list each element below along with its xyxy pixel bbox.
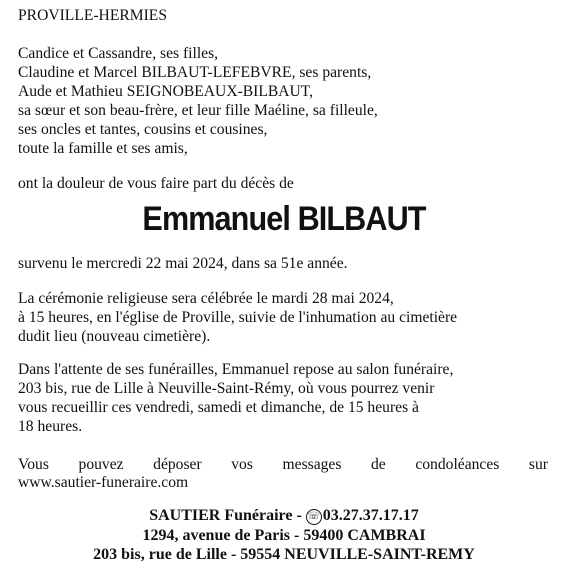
condolences-website[interactable]: www.sautier-funeraire.com	[18, 474, 189, 491]
family-line: toute la famille et ses amis,	[18, 140, 188, 157]
family-line: Claudine et Marcel BILBAUT-LEFEBVRE, ses parents,	[18, 64, 372, 81]
family-line: Aude et Mathieu SEIGNOBEAUX-BILBAUT,	[18, 83, 314, 100]
funeral-home-phone[interactable]: 03.27.37.17.17	[322, 507, 419, 524]
ceremony-line: à 15 heures, en l'église de Proville, suivie de l'inhumation au cimetière	[18, 309, 458, 326]
ceremony-line: dudit lieu (nouveau cimetière).	[18, 328, 211, 345]
death-info: survenu le mercredi 22 mai 2024, dans sa 51e année.	[18, 255, 348, 272]
funeral-home-name: SAUTIER Funéraire -	[149, 507, 302, 524]
visitation-line: vous recueillir ces vendredi, samedi et dimanche, de 15 heures à	[18, 399, 419, 416]
family-line: sa sœur et son beau-frère, et leur fille Maéline, sa filleule,	[18, 102, 378, 119]
announcement-text: ont la douleur de vous faire part du décès de	[18, 175, 294, 192]
funeral-home-contact	[0, 506, 568, 526]
phone-circle-icon: ☏	[306, 509, 322, 525]
visitation-line: 18 heures.	[18, 418, 83, 435]
condolences-line: Vous pouvez déposer vos messages de condoléances sur	[18, 456, 548, 473]
visitation-line: Dans l'attente de ses funérailles, Emmanuel repose au salon funéraire,	[18, 361, 454, 378]
town-header: PROVILLE-HERMIES	[18, 7, 168, 24]
ceremony-line: La cérémonie religieuse sera célébrée le mardi 28 mai 2024,	[18, 290, 394, 307]
family-line: ses oncles et tantes, cousins et cousines,	[18, 121, 268, 138]
deceased-name: Emmanuel BILBAUT	[142, 200, 426, 238]
family-line: Candice et Cassandre, ses filles,	[18, 45, 219, 62]
visitation-line: 203 bis, rue de Lille à Neuville-Saint-Rémy, où vous pourrez venir	[18, 380, 435, 397]
funeral-home-address-neuville: 203 bis, rue de Lille - 59554 NEUVILLE-SAINT-REMY	[93, 546, 475, 563]
funeral-home-address-cambrai: 1294, avenue de Paris - 59400 CAMBRAI	[142, 527, 426, 544]
